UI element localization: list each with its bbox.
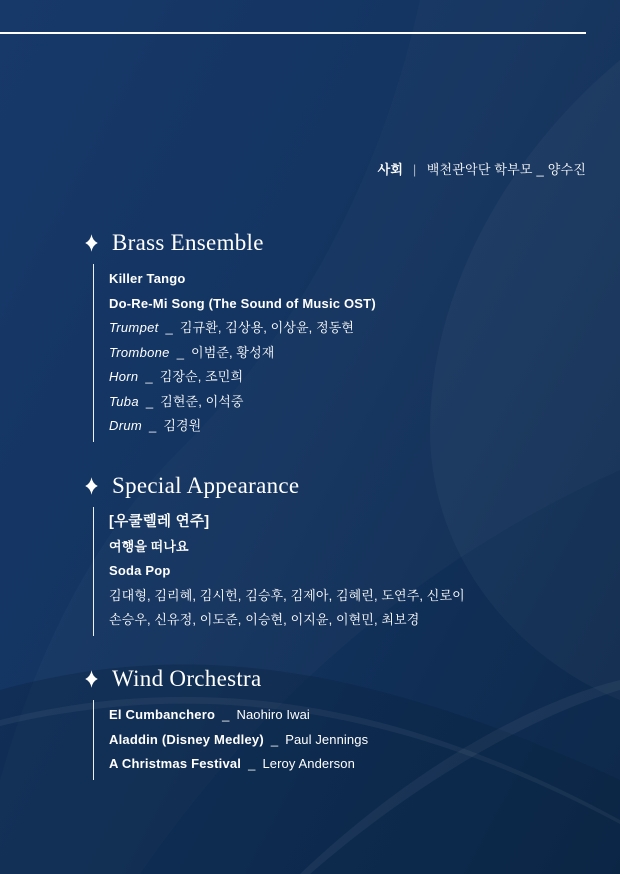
item-lead: Do-Re-Mi Song (The Sound of Music OST) xyxy=(109,295,376,311)
program-item xyxy=(109,365,596,390)
program-list xyxy=(93,700,596,780)
item-detail: Leroy Anderson xyxy=(262,756,355,771)
item-separator: _ xyxy=(176,344,185,360)
program-item xyxy=(109,752,596,777)
item-lead: 여행을 떠나요 xyxy=(109,538,189,554)
item-lead: Killer Tango xyxy=(109,271,186,286)
section-header xyxy=(84,664,596,694)
sparkle-icon xyxy=(84,477,99,495)
item-detail: 김경원 xyxy=(163,418,202,433)
item-detail: 김장순, 조민희 xyxy=(159,369,244,384)
item-lead: Trombone xyxy=(109,344,170,360)
section-header xyxy=(84,228,596,258)
program-item xyxy=(109,703,596,728)
section-title: Special Appearance xyxy=(112,473,300,498)
item-separator: _ xyxy=(145,393,154,409)
item-separator: _ xyxy=(165,320,173,335)
item-detail: 이범준, 황성재 xyxy=(191,344,275,360)
section-header xyxy=(84,471,596,501)
item-separator: _ xyxy=(222,707,230,722)
program-item xyxy=(109,267,596,292)
section-wind-orchestra xyxy=(84,664,596,780)
item-lead: [우쿨렐레 연주] xyxy=(109,514,210,530)
program-item xyxy=(109,292,596,317)
sparkle-icon xyxy=(84,670,99,688)
host-line xyxy=(0,161,586,179)
item-lead: Trumpet xyxy=(109,320,159,335)
program-list xyxy=(93,264,596,442)
program-list xyxy=(93,507,596,636)
host-separator: | xyxy=(413,162,417,177)
program-item xyxy=(109,535,596,560)
item-lead: Tuba xyxy=(109,393,139,409)
item-lead: 손승우, 신유정, 이도준, 이승현, 이지윤, 이현민, 최보경 xyxy=(109,612,420,627)
program-item xyxy=(109,608,596,633)
item-separator: _ xyxy=(270,731,279,747)
program-item xyxy=(109,584,596,609)
host-label: 사회 xyxy=(377,162,404,177)
item-separator: _ xyxy=(148,418,157,433)
section-special-appearance xyxy=(84,471,596,636)
item-separator: _ xyxy=(248,756,256,771)
top-rule xyxy=(0,32,586,34)
item-lead: Drum xyxy=(109,418,142,433)
program-item xyxy=(109,728,596,753)
item-separator: _ xyxy=(145,369,153,384)
item-lead: Aladdin (Disney Medley) xyxy=(109,731,264,747)
item-detail: Naohiro Iwai xyxy=(236,707,310,722)
program-item xyxy=(109,414,596,439)
section-brass-ensemble xyxy=(84,228,596,442)
program-item xyxy=(109,559,596,584)
program-item xyxy=(109,341,596,366)
item-lead: A Christmas Festival xyxy=(109,756,242,771)
sparkle-icon xyxy=(84,234,99,252)
item-lead: Soda Pop xyxy=(109,563,171,578)
program-item xyxy=(109,316,596,341)
item-lead: El Cumbanchero xyxy=(109,707,216,722)
program-item xyxy=(109,390,596,415)
host-name: 백천관악단 학부모 _ 양수진 xyxy=(426,162,586,177)
item-detail: Paul Jennings xyxy=(285,731,369,747)
section-title: Brass Ensemble xyxy=(112,230,264,255)
program-item xyxy=(109,510,596,535)
item-lead: 김대형, 김리혜, 김시헌, 김승후, 김제아, 김혜린, 도연주, 신로이 xyxy=(109,587,465,603)
item-detail: 김규환, 김상용, 이상윤, 정동현 xyxy=(179,320,355,335)
section-title: Wind Orchestra xyxy=(112,666,262,691)
item-lead: Horn xyxy=(109,369,139,384)
item-detail: 김현준, 이석중 xyxy=(160,393,244,409)
